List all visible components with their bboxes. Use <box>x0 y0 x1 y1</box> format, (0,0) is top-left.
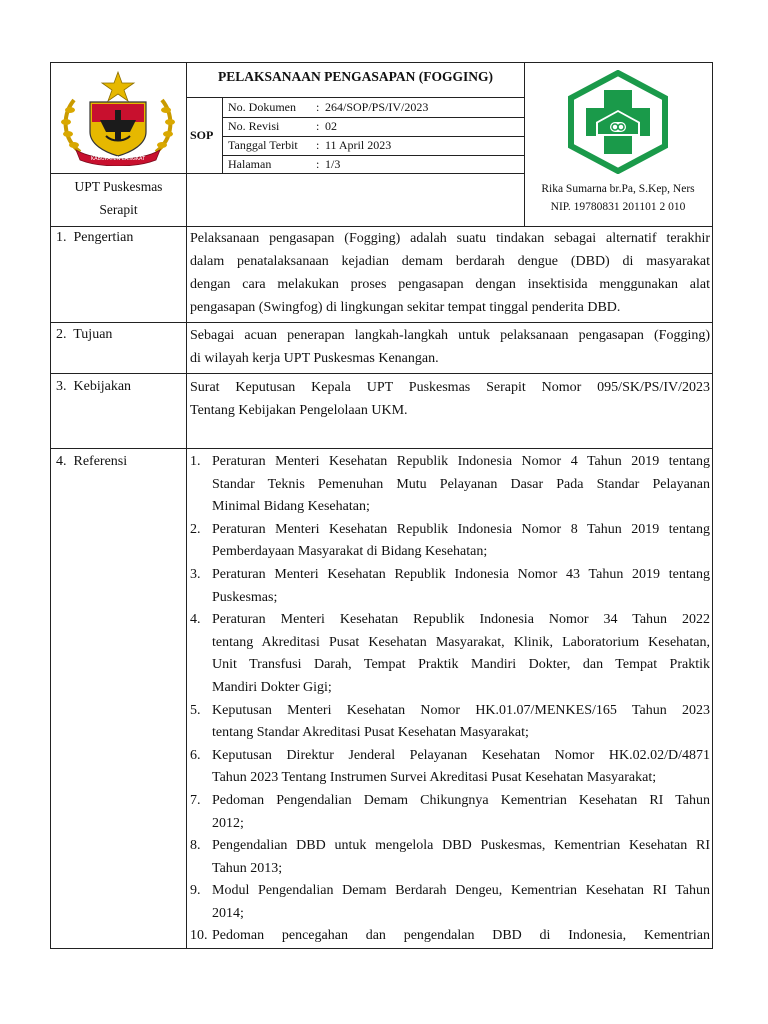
referensi-item-line: Keputusan Menteri Kesehatan Nomor HK.01.07/MENKES/165 Tahun 2023 <box>212 702 710 718</box>
section-label-tujuan: 2. Tujuan <box>56 327 113 342</box>
section-label-pengertian: 1. Pengertian <box>56 230 134 245</box>
table-border-sec3-bottom <box>50 448 713 449</box>
pengertian-line: pengasapan (Swingfog) di lingkungan sekitar tempat tinggal penderita DBD. <box>190 300 621 315</box>
referensi-item <box>190 519 710 564</box>
referensi-item-line: 2012; <box>212 815 244 831</box>
pengertian-line: dalam penatalaksanaan kejadian demam berdarah dengue (DBD) di masyarakat <box>190 254 710 269</box>
referensi-item-line: 2014; <box>212 905 244 921</box>
referensi-item-line: Mandiri Dokter Gigi; <box>212 679 332 695</box>
meta-sep-no-revisi: : <box>316 119 320 133</box>
meta-sep-halaman: : <box>316 157 320 171</box>
referensi-item <box>190 925 710 948</box>
meta-value-halaman: 1/3 <box>325 157 341 171</box>
referensi-item-line: Unit Transfusi Darah, Tempat Praktik Mandiri Dokter, dan Tempat Praktik <box>212 657 710 673</box>
referensi-item <box>190 880 710 925</box>
referensi-item <box>190 745 710 790</box>
tujuan-line: Sebagai acuan penerapan langkah-langkah untuk pelaksanaan pengasapan (Fogging) <box>190 328 710 343</box>
table-border-right <box>712 62 713 949</box>
referensi-item-line: tentang Akreditasi Pusat Kesehatan Masyarakat, Klinik, Laboratorium Kesehatan, <box>212 634 710 650</box>
section-body-kebijakan <box>190 376 710 422</box>
signer-name: Rika Sumarna br.Pa, S.Kep, Ners <box>541 183 695 195</box>
referensi-item <box>190 700 710 745</box>
referensi-item-line: Peraturan Menteri Kesehatan Republik Indonesia Nomor 8 Tahun 2019 tentang <box>212 521 710 537</box>
referensi-item-line: Peraturan Menteri Kesehatan Republik Indonesia Nomor 4 Tahun 2019 tentang <box>212 454 710 469</box>
referensi-item-number: 7. <box>190 792 201 808</box>
org-name-line1: UPT Puskesmas <box>74 179 163 194</box>
pengertian-line: Pelaksanaan pengasapan (Fogging) adalah suatu tindakan sebagai alternatif terakhir <box>190 231 710 246</box>
table-border-sec2-bottom <box>50 373 713 374</box>
referensi-item-number: 3. <box>190 566 201 582</box>
document-title: PELAKSANAAN PENGASAPAN (FOGGING) <box>217 69 493 84</box>
referensi-item <box>190 564 710 609</box>
meta-sep-no-dokumen: : <box>316 100 320 114</box>
referensi-item <box>190 835 710 880</box>
meta-value-no-revisi: 02 <box>325 119 337 133</box>
referensi-item-line: Pedoman pencegahan dan pengendalan DBD di Indonesia, Kementrian <box>212 928 710 944</box>
meta-sep-tanggal-terbit: : <box>316 138 320 152</box>
referensi-item-line: Tahun 2023 Tentang Instrumen Survei Akreditasi Pusat Kesehatan Masyarakat; <box>212 770 657 786</box>
meta-row4-bottom <box>50 173 525 174</box>
tujuan-line: di wilayah kerja UPT Puskesmas Kenangan. <box>190 351 439 366</box>
meta-label-halaman: Halaman <box>228 157 272 171</box>
referensi-item-number: 10. <box>190 928 208 944</box>
sop-col-divider <box>222 97 223 174</box>
referensi-item-line: Peraturan Menteri Kesehatan Republik Indonesia Nomor 34 Tahun 2022 <box>212 612 710 628</box>
referensi-item-line: Puskesmas; <box>212 589 278 605</box>
meta-label-no-revisi: No. Revisi <box>228 119 280 133</box>
puskesmas-logo-icon <box>566 70 670 174</box>
section-label-kebijakan: 3. Kebijakan <box>56 379 132 394</box>
meta-value-no-dokumen: 264/SOP/PS/IV/2023 <box>325 100 429 114</box>
referensi-item <box>190 790 710 835</box>
section-body-pengertian <box>190 227 710 319</box>
org-name-line2: Serapit <box>99 202 138 217</box>
referensi-list <box>190 451 710 948</box>
kabupaten-langkat-logo-icon <box>56 70 180 166</box>
referensi-item-number: 9. <box>190 883 201 899</box>
referensi-item-line: Minimal Bidang Kesehatan; <box>212 499 370 515</box>
referensi-item-line: Peraturan Menteri Kesehatan Republik Indonesia Nomor 43 Tahun 2019 tentang <box>212 566 710 582</box>
referensi-item-line: Tahun 2013; <box>212 860 283 876</box>
referensi-item-number: 8. <box>190 838 201 854</box>
table-border-bottom <box>50 948 713 949</box>
logo-star <box>102 72 134 101</box>
meta-value-tanggal-terbit: 11 April 2023 <box>325 138 392 152</box>
referensi-item <box>190 451 710 519</box>
referensi-item-line: Pedoman Pengendalian Demam Chikungnya Kementrian Kesehatan RI Tahun <box>212 792 710 808</box>
table-border-sec1-bottom <box>50 322 713 323</box>
referensi-item-line: Keputusan Direktur Jenderal Pelayanan Kesehatan Nomor HK.02.02/D/4871 <box>212 747 710 763</box>
referensi-item-number: 5. <box>190 702 201 718</box>
meta-label-tanggal-terbit: Tanggal Terbit <box>228 138 298 152</box>
kebijakan-line: Tentang Kebijakan Pengelolaan UKM. <box>190 403 408 418</box>
meta-label-no-dokumen: No. Dokumen <box>228 100 296 114</box>
sop-label: SOP <box>190 128 214 142</box>
referensi-item-number: 1. <box>190 454 201 469</box>
pengertian-line: dengan cara melakukan proses pengasapan dengan insektisida menggunakan alat <box>190 277 710 292</box>
referensi-item-number: 6. <box>190 747 201 763</box>
referensi-item-line: tentang Standar Akreditasi Pusat Kesehatan Masyarakat; <box>212 725 529 741</box>
referensi-item-line: Pemberdayaan Masyarakat di Bidang Kesehatan; <box>212 544 488 560</box>
referensi-item-number: 4. <box>190 612 201 628</box>
section-body-tujuan <box>190 324 710 370</box>
section-label-referensi: 4. Referensi <box>56 454 128 469</box>
signer-nip: NIP. 19780831 201101 2 010 <box>550 201 686 213</box>
referensi-item <box>190 609 710 699</box>
header-title-bottom <box>186 97 525 98</box>
logo-ribbon-text: KABUPATEN LANGKAT <box>90 156 146 162</box>
table-border-top <box>50 62 713 63</box>
kebijakan-line: Surat Keputusan Kepala UPT Puskesmas Serapit Nomor 095/SK/PS/IV/2023 <box>190 380 710 395</box>
referensi-item-line: Modul Pengendalian Demam Berdarah Dengeu, Kementrian Kesehatan RI Tahun <box>212 883 710 899</box>
referensi-item-number: 2. <box>190 521 201 537</box>
referensi-item-line: Standar Teknis Pemenuhan Mutu Pelayanan Dasar Pada Standar Pelayanan <box>212 476 710 492</box>
referensi-item-line: Pengendalian DBD untuk mengelola DBD Puskesmas, Kementrian Kesehatan RI <box>212 838 710 854</box>
